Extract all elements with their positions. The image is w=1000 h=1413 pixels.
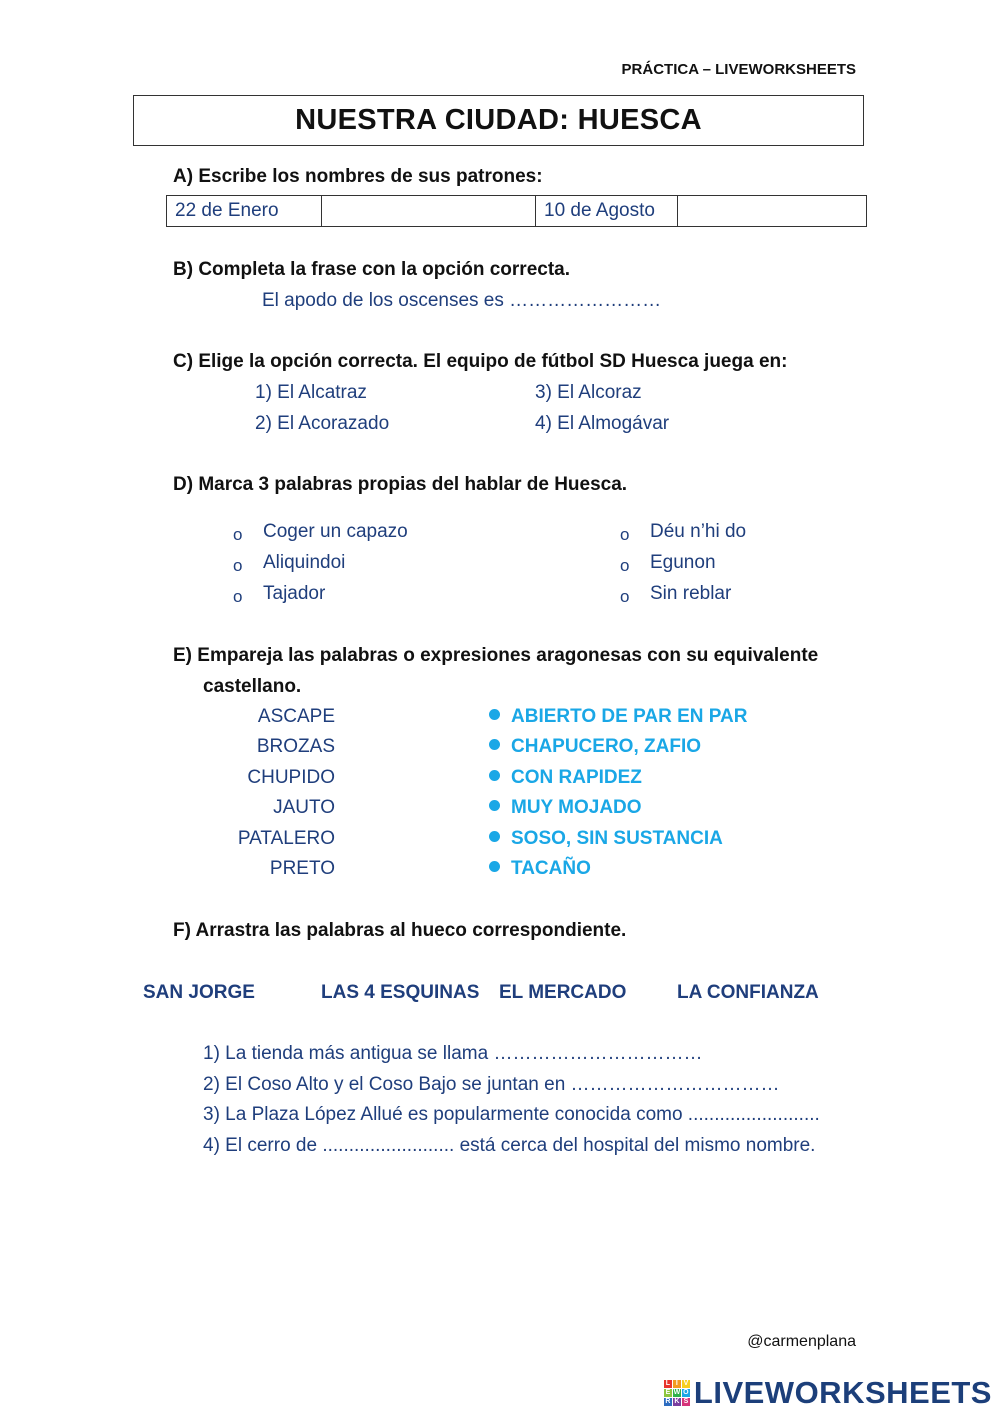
match-item-6[interactable]: TACAÑO — [489, 858, 591, 880]
question-a: A) Escribe los nombres de sus patrones: — [173, 166, 543, 187]
match-word-5: PATALERO — [237, 828, 335, 849]
match-dot-icon[interactable] — [489, 770, 500, 781]
match-dot-icon[interactable] — [489, 739, 500, 750]
match-dot-icon[interactable] — [489, 709, 500, 720]
logo-grid-icon: L I V E W O R K S — [665, 1380, 689, 1405]
circle-icon[interactable]: o — [620, 556, 630, 575]
match-word-3: CHUPIDO — [247, 767, 335, 788]
word-option-left-1[interactable]: Coger un capazo — [263, 521, 408, 542]
match-item-1[interactable]: ABIERTO DE PAR EN PAR — [489, 706, 747, 728]
header-label: PRÁCTICA – LIVEWORKSHEETS — [621, 61, 856, 78]
option-4[interactable]: 4) El Almogávar — [535, 413, 670, 434]
match-item-4[interactable]: MUY MOJADO — [489, 797, 642, 819]
word-option-right-1[interactable]: Déu n’hi do — [650, 521, 747, 542]
match-item-5[interactable]: SOSO, SIN SUSTANCIA — [489, 828, 723, 850]
patron-date-1: 22 de Enero — [167, 196, 322, 227]
match-dot-icon[interactable] — [489, 800, 500, 811]
question-e-line2: castellano. — [203, 676, 302, 697]
author-credit: @carmenplana — [747, 1333, 856, 1350]
word-option-right-3[interactable]: Sin reblar — [650, 583, 732, 604]
liveworksheets-logo — [664, 1375, 992, 1411]
word-bank-item-2[interactable]: LAS 4 ESQUINAS — [321, 982, 480, 1003]
match-dot-icon[interactable] — [489, 831, 500, 842]
option-2[interactable]: 2) El Acorazado — [255, 413, 390, 434]
patron-name-input-2[interactable] — [678, 196, 867, 227]
logo-text: LIVEWORKSHEETS — [693, 1375, 992, 1410]
match-word-6: PRETO — [269, 858, 335, 879]
circle-icon[interactable]: o — [233, 525, 243, 544]
patrons-table — [166, 195, 867, 227]
circle-icon[interactable]: o — [233, 556, 243, 575]
word-bank-item-1[interactable]: SAN JORGE — [143, 982, 255, 1003]
word-option-left-2[interactable]: Aliquindoi — [263, 552, 346, 573]
option-3[interactable]: 3) El Alcoraz — [535, 382, 642, 403]
circle-icon[interactable]: o — [620, 525, 630, 544]
match-dot-icon[interactable] — [489, 861, 500, 872]
word-option-right-2[interactable]: Egunon — [650, 552, 716, 573]
question-d: D) Marca 3 palabras propias del hablar de Huesca. — [173, 474, 628, 495]
circle-icon[interactable]: o — [620, 587, 630, 606]
question-b: B) Completa la frase con la opción correcta. — [173, 259, 570, 280]
drop-sentence-4[interactable]: 4) El cerro de ......................... está cerca del hospital del mismo nombre. — [203, 1135, 816, 1156]
circle-icon[interactable]: o — [233, 587, 243, 606]
option-1[interactable]: 1) El Alcatraz — [255, 382, 367, 403]
word-bank-item-3[interactable]: EL MERCADO — [499, 982, 627, 1003]
question-c: C) Elige la opción correcta. El equipo de fútbol SD Huesca juega en: — [173, 351, 788, 372]
drop-sentence-1[interactable]: 1) La tienda más antigua se llama …………………………… — [203, 1043, 703, 1064]
nickname-sentence[interactable]: El apodo de los oscenses es …………………… — [262, 290, 662, 311]
page-title: NUESTRA CIUDAD: HUESCA — [133, 95, 864, 146]
patron-date-2: 10 de Agosto — [536, 196, 678, 227]
question-f: F) Arrastra las palabras al hueco correspondiente. — [173, 920, 627, 941]
question-e-line1: E) Empareja las palabras o expresiones aragonesas con su equivalente — [173, 645, 819, 666]
word-option-left-3[interactable]: Tajador — [263, 583, 326, 604]
match-item-2[interactable]: CHAPUCERO, ZAFIO — [489, 736, 701, 758]
drop-sentence-3[interactable]: 3) La Plaza López Allué es popularmente conocida como ......................... — [203, 1104, 820, 1125]
match-word-4: JAUTO — [273, 797, 335, 818]
match-word-2: BROZAS — [256, 736, 335, 757]
match-word-1: ASCAPE — [257, 706, 335, 727]
patron-name-input-1[interactable] — [322, 196, 536, 227]
match-item-3[interactable]: CON RAPIDEZ — [489, 767, 642, 789]
drop-sentence-2[interactable]: 2) El Coso Alto y el Coso Bajo se juntan en …………………………… — [203, 1074, 780, 1095]
word-bank-item-4[interactable]: LA CONFIANZA — [677, 982, 819, 1003]
